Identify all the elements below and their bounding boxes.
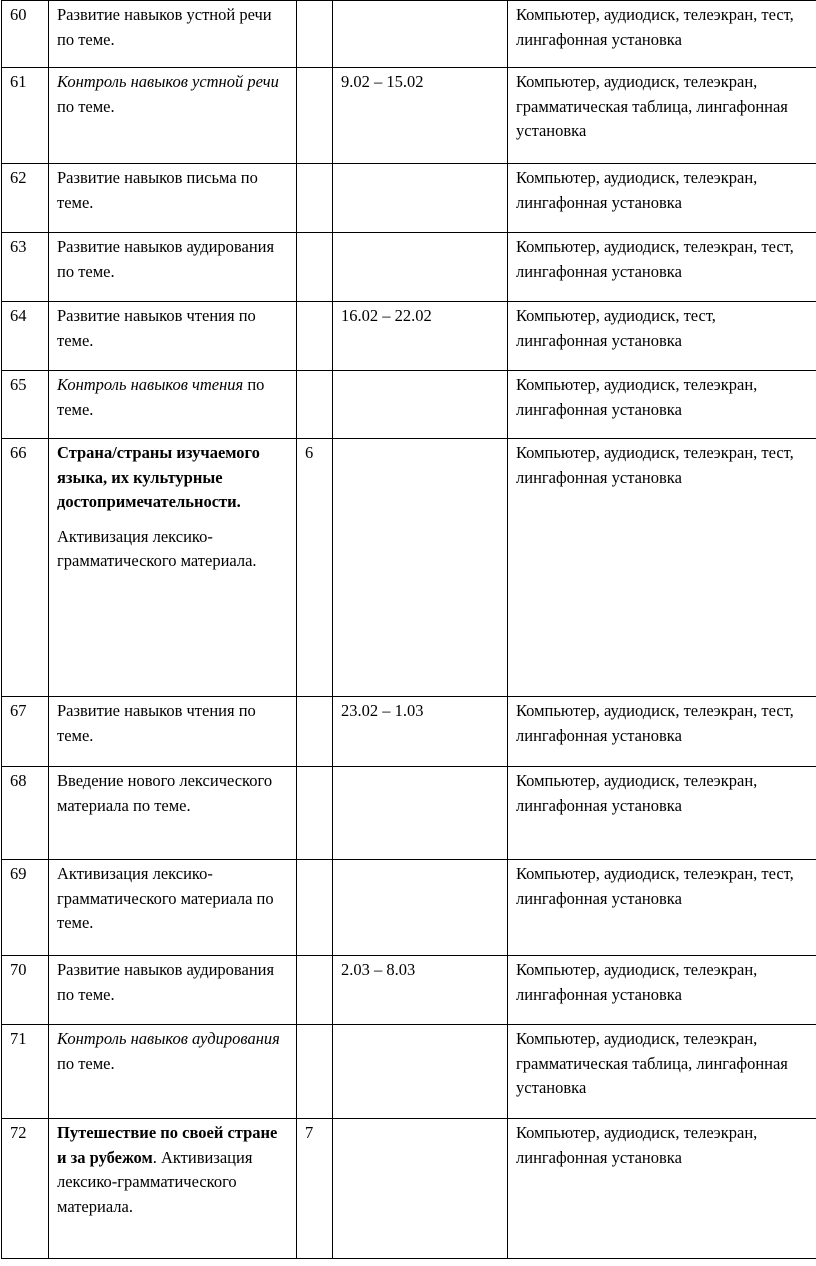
unit-title: Путешествие по своей стране и за рубежом <box>57 1123 278 1167</box>
lesson-equipment: Компьютер, аудиодиск, телеэкран, лингафонная установка <box>508 767 816 860</box>
lesson-number: 63 <box>2 233 49 302</box>
table-row <box>2 439 816 697</box>
lesson-dates <box>333 439 508 697</box>
lesson-hours <box>297 697 333 767</box>
lesson-dates <box>333 767 508 860</box>
lesson-hours <box>297 956 333 1025</box>
lesson-topic <box>49 697 297 767</box>
lesson-topic <box>49 1 297 68</box>
lesson-number: 69 <box>2 860 49 956</box>
lesson-hours <box>297 164 333 233</box>
lesson-dates: 2.03 – 8.03 <box>333 956 508 1025</box>
topic-text: Развитие навыков чтения по теме. <box>57 306 256 350</box>
lesson-number: 70 <box>2 956 49 1025</box>
topic-text: по теме. <box>57 375 265 419</box>
table-row <box>2 697 816 767</box>
lesson-hours <box>297 860 333 956</box>
table-row <box>2 233 816 302</box>
topic-text: по теме. <box>57 96 115 116</box>
lesson-hours: 6 <box>297 439 333 697</box>
table-row <box>2 302 816 371</box>
lesson-equipment: Компьютер, аудиодиск, телеэкран, тест, лингафонная установка <box>508 697 816 767</box>
lesson-dates: 16.02 – 22.02 <box>333 302 508 371</box>
table-row <box>2 860 816 956</box>
lesson-number: 66 <box>2 439 49 697</box>
lesson-dates <box>333 1119 508 1259</box>
topic-text: Развитие навыков аудирования по теме. <box>57 960 275 1004</box>
lesson-topic <box>49 302 297 371</box>
lesson-topic <box>49 956 297 1025</box>
topic-text: Развитие навыков чтения по теме. <box>57 701 256 745</box>
lesson-number: 67 <box>2 697 49 767</box>
lesson-hours: 7 <box>297 1119 333 1259</box>
table-row <box>2 956 816 1025</box>
table-row <box>2 1 816 68</box>
table-row <box>2 1119 816 1259</box>
lesson-equipment: Компьютер, аудиодиск, телеэкран, грамматическая таблица, лингафонная установка <box>508 68 816 164</box>
lesson-equipment: Компьютер, аудиодиск, телеэкран, тест, лингафонная установка <box>508 860 816 956</box>
lesson-equipment: Компьютер, аудиодиск, телеэкран, тест, лингафонная установка <box>508 1 816 68</box>
topic-text: Активизация лексико-грамматического материала по теме. <box>57 864 274 932</box>
lesson-equipment: Компьютер, аудиодиск, телеэкран, грамматическая таблица, лингафонная установка <box>508 1025 816 1119</box>
lesson-number: 62 <box>2 164 49 233</box>
lesson-hours <box>297 302 333 371</box>
topic-control-text: Контроль навыков аудирования <box>57 1029 280 1048</box>
lesson-dates <box>333 1 508 68</box>
lesson-equipment: Компьютер, аудиодиск, телеэкран, лингафонная установка <box>508 956 816 1025</box>
lesson-topic <box>49 439 297 697</box>
table-row <box>2 767 816 860</box>
lesson-dates <box>333 371 508 439</box>
topic-text: по теме. <box>57 1053 115 1073</box>
lesson-topic <box>49 767 297 860</box>
topic-text: Активизация лексико-грамматического материала. <box>57 526 257 570</box>
lesson-hours <box>297 767 333 860</box>
lesson-hours <box>297 233 333 302</box>
lesson-number: 68 <box>2 767 49 860</box>
topic-text: Введение нового лексического материала по теме. <box>57 771 273 815</box>
lesson-dates: 23.02 – 1.03 <box>333 697 508 767</box>
unit-title: Страна/страны изучаемого языка, их культурные достопримечательности. <box>57 443 260 511</box>
lesson-dates <box>333 164 508 233</box>
lesson-equipment: Компьютер, аудиодиск, тест, лингафонная установка <box>508 302 816 371</box>
lesson-equipment: Компьютер, аудиодиск, телеэкран, лингафонная установка <box>508 164 816 233</box>
lesson-topic <box>49 1025 297 1119</box>
lesson-number: 65 <box>2 371 49 439</box>
table-row <box>2 371 816 439</box>
lesson-hours <box>297 68 333 164</box>
topic-text: . Активизация лексико-грамматического материала. <box>57 1147 253 1216</box>
lesson-dates <box>333 1025 508 1119</box>
lesson-number: 60 <box>2 1 49 68</box>
lesson-dates: 9.02 – 15.02 <box>333 68 508 164</box>
lesson-equipment: Компьютер, аудиодиск, телеэкран, лингафонная установка <box>508 1119 816 1259</box>
table-row <box>2 68 816 164</box>
lesson-equipment: Компьютер, аудиодиск, телеэкран, лингафонная установка <box>508 371 816 439</box>
lesson-hours <box>297 1025 333 1119</box>
lesson-equipment: Компьютер, аудиодиск, телеэкран, тест, лингафонная установка <box>508 233 816 302</box>
lesson-topic <box>49 68 297 164</box>
lesson-topic <box>49 860 297 956</box>
lesson-number: 71 <box>2 1025 49 1119</box>
table-row <box>2 164 816 233</box>
lesson-hours <box>297 371 333 439</box>
lesson-dates <box>333 233 508 302</box>
lesson-number: 61 <box>2 68 49 164</box>
lesson-plan-table <box>1 0 816 1259</box>
lesson-dates <box>333 860 508 956</box>
table-row <box>2 1025 816 1119</box>
lesson-topic <box>49 1119 297 1259</box>
lesson-topic <box>49 233 297 302</box>
lesson-topic <box>49 371 297 439</box>
lesson-number: 72 <box>2 1119 49 1259</box>
lesson-number: 64 <box>2 302 49 371</box>
topic-text: Развитие навыков аудирования по теме. <box>57 237 275 281</box>
lesson-topic <box>49 164 297 233</box>
lesson-equipment: Компьютер, аудиодиск, телеэкран, тест, лингафонная установка <box>508 439 816 697</box>
topic-text: Развитие навыков письма по теме. <box>57 168 258 212</box>
topic-text: Развитие навыков устной речи по теме. <box>57 5 272 49</box>
lesson-hours <box>297 1 333 68</box>
topic-control-text: Контроль навыков устной речи <box>57 72 279 91</box>
topic-control-text: Контроль навыков чтения <box>57 375 244 394</box>
